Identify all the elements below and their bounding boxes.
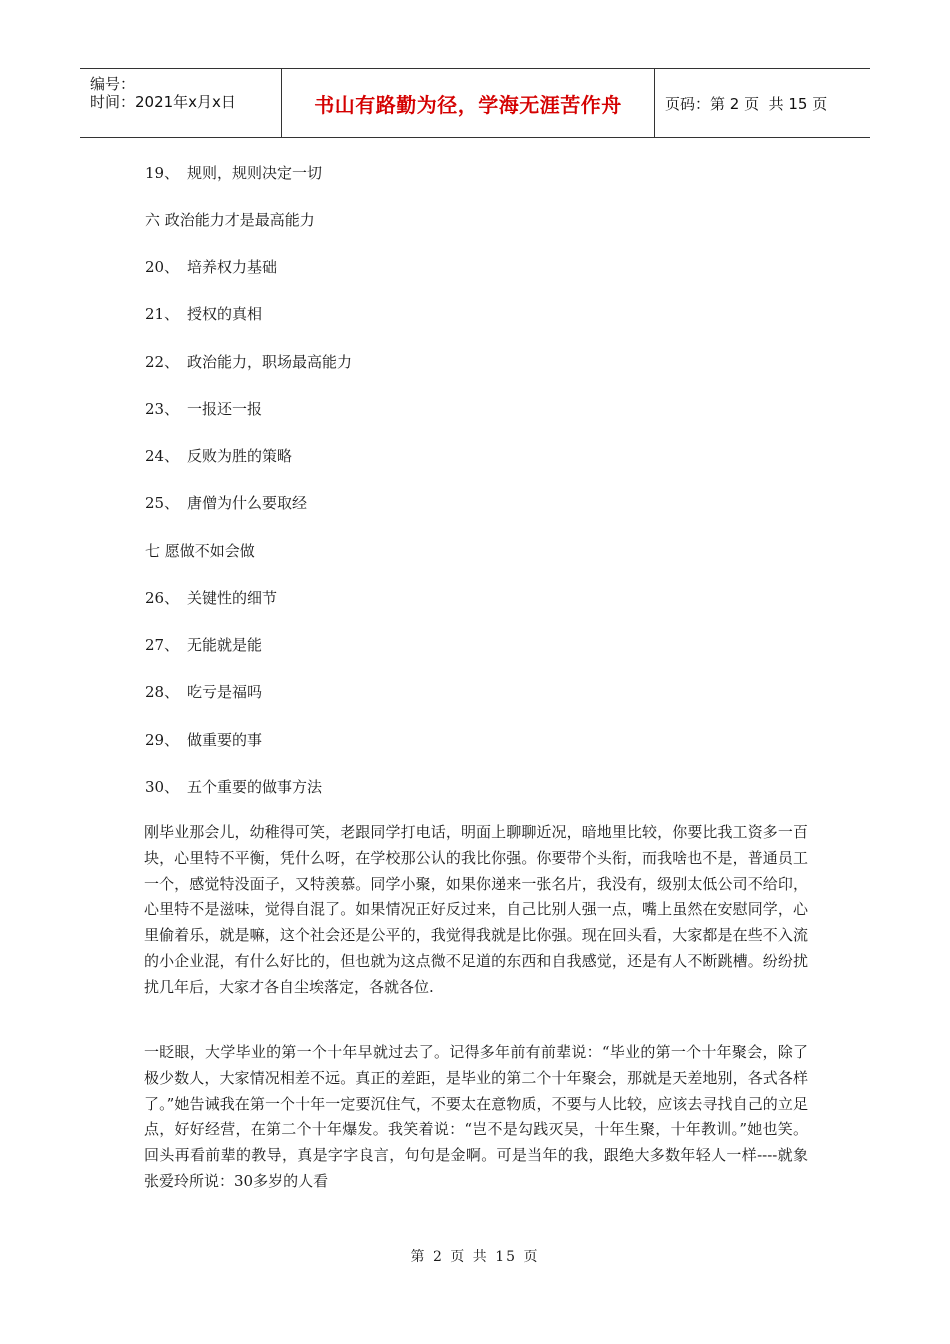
header-motto: 书山有路勤为径，学海无涯苦作舟 xyxy=(314,92,622,117)
toc-item: 23、 一报还一报 xyxy=(145,400,263,418)
toc-item: 28、 吃亏是福吗 xyxy=(145,683,263,701)
header-meta-cell xyxy=(80,69,282,137)
header-page-cell xyxy=(655,69,870,137)
toc-item: 25、 唐僧为什么要取经 xyxy=(145,494,308,512)
toc-item: 19、 规则，规则决定一切 xyxy=(145,164,323,182)
toc-item: 22、 政治能力，职场最高能力 xyxy=(145,353,353,371)
toc-item: 26、 关键性的细节 xyxy=(145,589,278,607)
toc-section: 六 政治能力才是最高能力 xyxy=(145,211,315,229)
page-footer: 第 2 页 共 15 页 xyxy=(410,1249,540,1265)
toc-item: 20、 培养权力基础 xyxy=(145,258,278,276)
toc-item: 29、 做重要的事 xyxy=(145,731,263,749)
header-motto-cell xyxy=(282,69,655,137)
body-paragraph: 刚毕业那会儿，幼稚得可笑，老跟同学打电话，明面上聊聊近况，暗地里比较，你要比我工资多一百块，心里特不平衡，凭什么呀，在学校那公认的我比你强。你要带个头衔，而我啥也不是，普通员工一个，感觉特没面子，又特羡慕。同学小聚，如果你递来一张名片，我没有，级别太低公司不给印，心里特不是滋味，觉得自混了。如果情况正好反过来，自己比别人强一点，嘴上虽然在安慰同学，心里偷着乐，就是嘛，这个社会还是公平的，我觉得我就是比你强。现在回头看，大家都是在些不入流的小企业混，有什么好比的，但也就为这点微不足道的东西和自我感觉，还是有人不断跳槽。纷纷扰扰几年后，大家才各自尘埃落定，各就各位. xyxy=(144,823,808,996)
date-label: 时间：2021年x月x日 xyxy=(90,93,236,111)
toc-section: 七 愿做不如会做 xyxy=(145,542,255,560)
toc-item: 21、 授权的真相 xyxy=(145,305,263,323)
page-header xyxy=(80,68,870,138)
doc-number-label: 编号： xyxy=(90,75,136,93)
header-page-info: 页码：第 2 页 共 15 页 xyxy=(665,94,828,113)
toc-item: 30、 五个重要的做事方法 xyxy=(145,778,323,796)
body-paragraph: 一眨眼，大学毕业的第一个十年早就过去了。记得多年前有前辈说：“毕业的第一个十年聚会，除了极少数人，大家情况相差不远。真正的差距，是毕业的第二个十年聚会，那就是天差地别，各式各样了。”她告诫我在第一个十年一定要沉住气，不要太在意物质，不要与人比较，应该去寻找自己的立足点，好好经营，在第二个十年爆发。我笑着说：“岂不是勾践灭吴，十年生聚，十年教训。”她也笑。回头再看前辈的教导，真是字字良言，句句是金啊。可是当年的我，跟绝大多数年轻人一样----就象张爱玲所说：30多岁的人看 xyxy=(144,1043,808,1190)
toc-item: 27、 无能就是能 xyxy=(145,636,263,654)
toc-item: 24、 反败为胜的策略 xyxy=(145,447,293,465)
